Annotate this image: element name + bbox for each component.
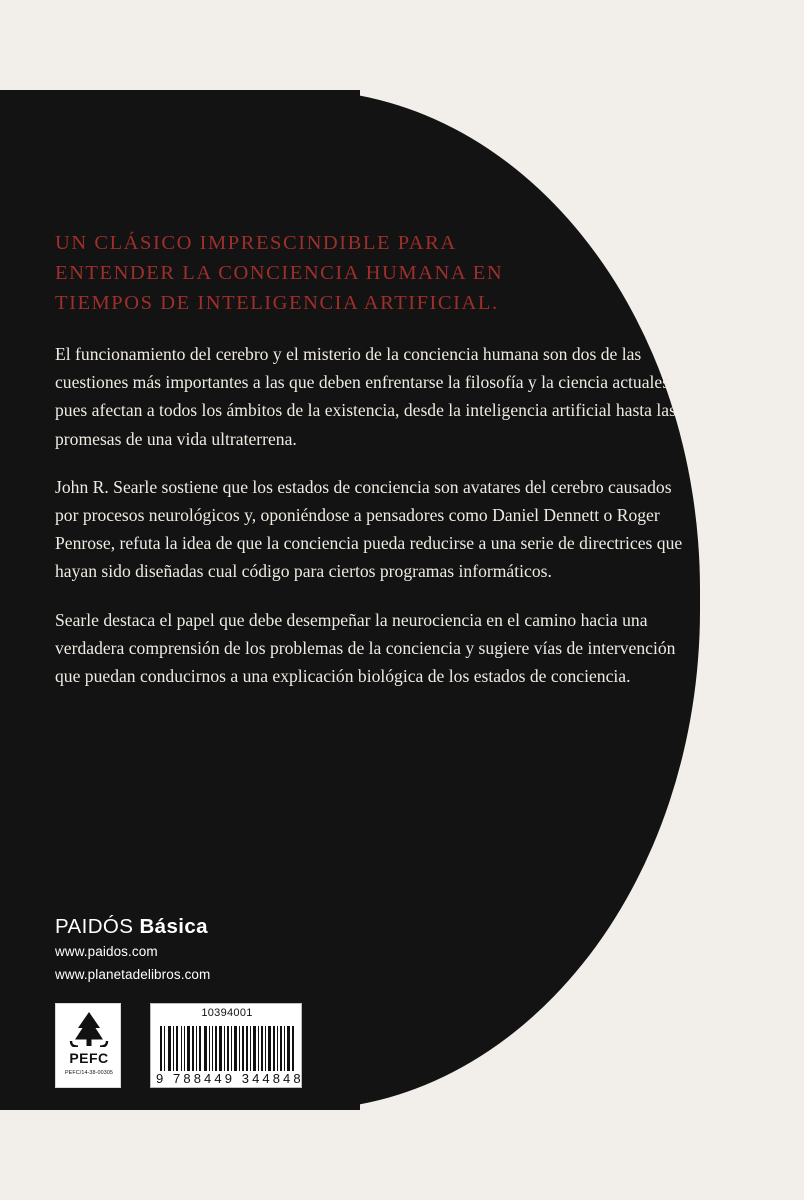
pefc-label: PEFC <box>69 1050 109 1066</box>
headline-line-2: ENTENDER LA CONCIENCIA HUMANA EN <box>55 262 504 284</box>
headline-line-3: TIEMPOS DE INTELIGENCIA ARTIFICIAL. <box>55 292 499 314</box>
tree-icon <box>69 1011 109 1047</box>
barcode <box>150 1003 302 1088</box>
publisher-line <box>55 915 210 939</box>
blurb-paragraph-2: John R. Searle sostiene que los estados de conciencia son avatares del cerebro causados por procesos neurológicos y, oponiéndose a pensadores como Daniel Dennett o Roger Penrose, refuta la idea de que la conciencia pueda reducirse a una serie de directrices que hayan sido diseñadas cual código para ciertos programas informáticos. <box>55 476 683 582</box>
barcode-digits: 9 788449 344848 <box>156 1071 304 1086</box>
publisher-name: PAIDÓS <box>55 915 134 938</box>
headline <box>55 228 615 318</box>
pefc-code: PEFC/14-38-00305 <box>64 1070 114 1076</box>
barcode-bars <box>160 1026 294 1071</box>
imprint-block <box>55 915 210 984</box>
cover-content <box>55 0 695 1200</box>
headline-line-1: UN CLÁSICO IMPRESCINDIBLE PARA <box>55 232 457 254</box>
barcode-top-number: 10394001 <box>201 1007 253 1019</box>
blurb-paragraph-1: El funcionamiento del cerebro y el misterio de la conciencia humana son dos de las cuestiones más importantes a las que deben enfrentarse la filosofía y la ciencia actuales, pues afectan a todos los ámbitos de la existencia, desde la inteligencia artificial hasta las promesas de una vida ultraterrena. <box>55 344 676 449</box>
publisher-website-1[interactable]: www.paidos.com <box>55 944 158 959</box>
pefc-certification-logo <box>55 1003 121 1088</box>
blurb-text <box>55 340 695 690</box>
collection-name: Básica <box>139 915 208 938</box>
blurb-paragraph-3: Searle destaca el papel que debe desempeñar la neurociencia en el camino hacia una verdadera comprensión de los problemas de la conciencia y sugiere vías de intervención que puedan conducirnos a una explicación biológica de los estados de conciencia. <box>55 609 676 687</box>
publisher-website-2[interactable]: www.planetadelibros.com <box>55 966 211 982</box>
